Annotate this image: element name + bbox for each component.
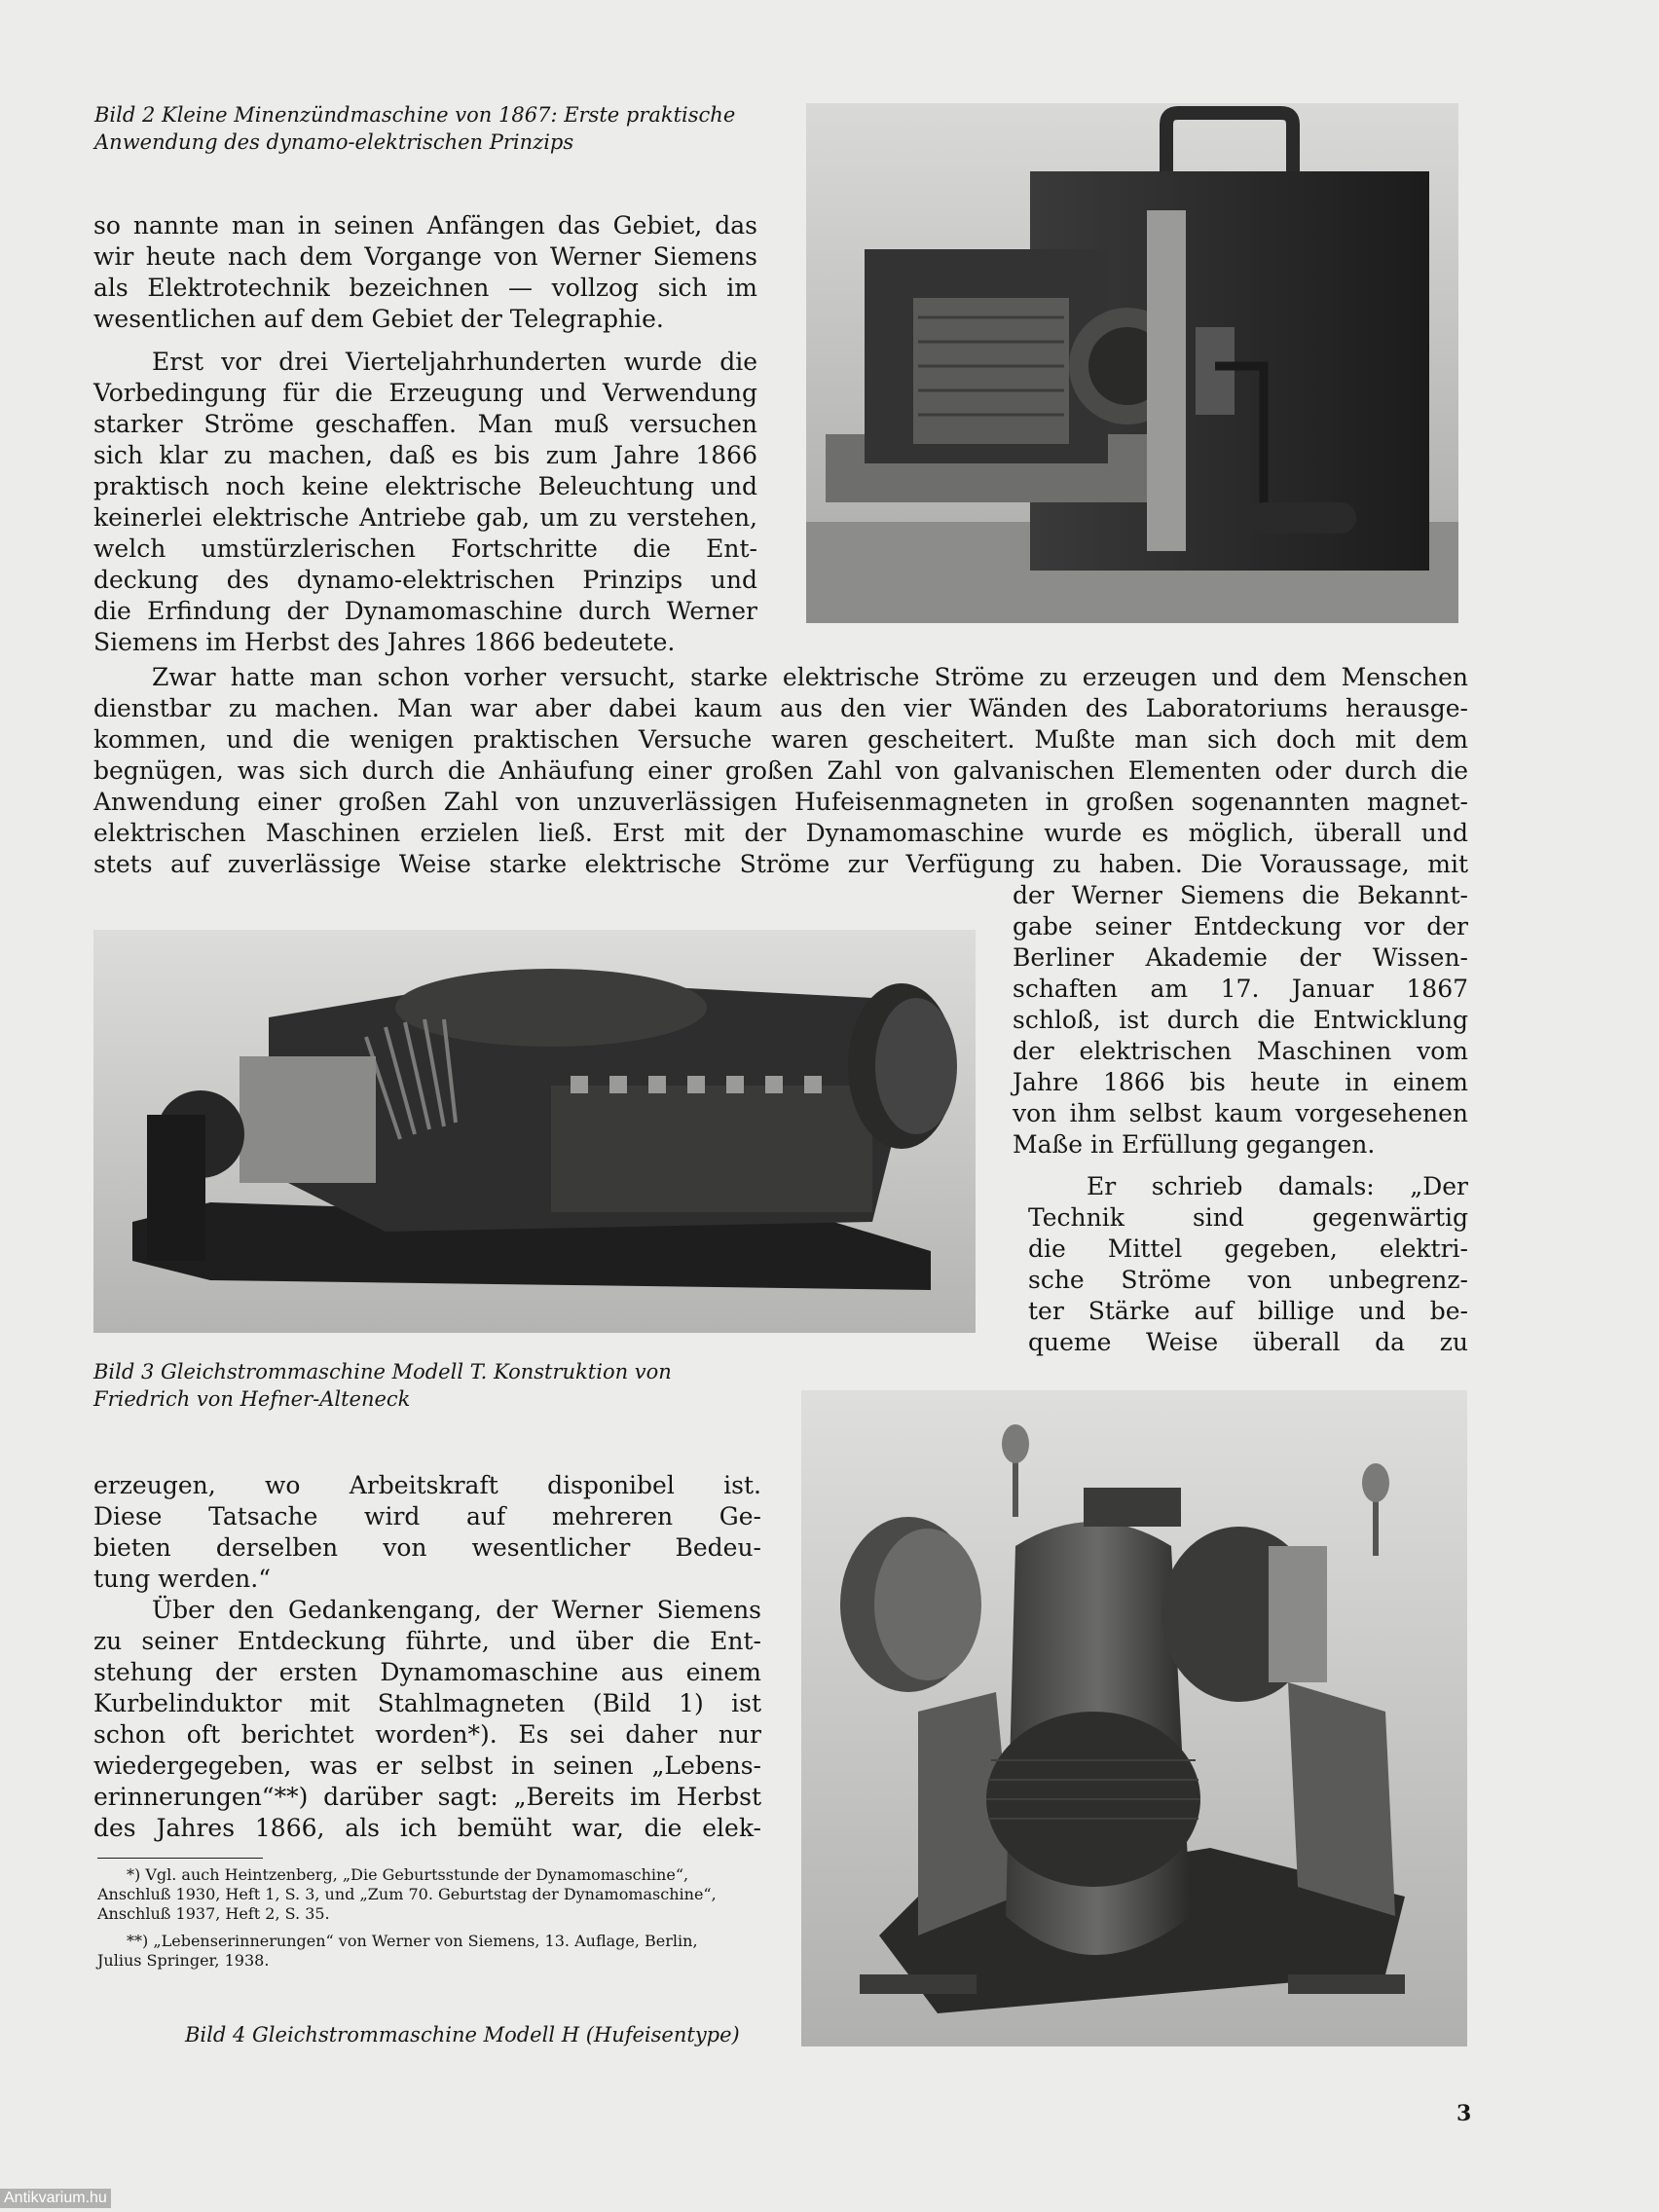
text-line: Diese Tatsache wird auf mehreren Ge- bbox=[93, 1502, 761, 1530]
footnote-line: Julius Springer, 1938. bbox=[97, 1951, 270, 1970]
text-line: ter Stärke auf billige und be- bbox=[1028, 1297, 1468, 1325]
text-line: stehung der ersten Dynamomaschine aus einem bbox=[93, 1658, 761, 1686]
text-line: die Mittel gegeben, elektri- bbox=[1028, 1235, 1468, 1263]
footnote-2 bbox=[97, 1932, 763, 1971]
text-line: bieten derselben von wesentlicher Bedeu- bbox=[93, 1533, 761, 1562]
caption-bild-2-line-2: Anwendung des dynamo-elektrischen Prinzips bbox=[94, 130, 574, 154]
caption-bild-4: Bild 4 Gleichstrommaschine Modell H (Hufeisentype) bbox=[185, 2023, 740, 2046]
text-line: welch umstürzlerischen Fortschritte die Ent- bbox=[93, 535, 757, 563]
footnote-line: Anschluß 1930, Heft 1, S. 3, und „Zum 70. Geburtstag der Dynamomaschine“, bbox=[97, 1885, 717, 1903]
text-line: der Werner Siemens die Bekannt- bbox=[1013, 881, 1468, 909]
photo-bild-2-minenzuendmaschine bbox=[806, 103, 1458, 623]
text-line: tung werden.“ bbox=[93, 1565, 271, 1593]
text-line: begnügen, was sich durch die Anhäufung einer großen Zahl von galvanischen Elementen oder durch die bbox=[93, 756, 1468, 785]
photo-bild-4-modell-h bbox=[801, 1390, 1467, 2046]
text-line: erinnerungen“**) darüber sagt: „Bereits im Herbst bbox=[93, 1783, 761, 1811]
text-line: gabe seiner Entdeckung vor der bbox=[1013, 912, 1468, 940]
paragraph-er-schrieb bbox=[1028, 1171, 1468, 1358]
footnote-line: *) Vgl. auch Heintzenberg, „Die Geburtsstunde der Dynamomaschine“, bbox=[127, 1865, 689, 1884]
text-line: von ihm selbst kaum vorgesehenen bbox=[1013, 1099, 1468, 1127]
text-line: Siemens im Herbst des Jahres 1866 bedeutete. bbox=[93, 628, 676, 656]
paragraph-gedankengang bbox=[93, 1595, 761, 1844]
text-line: die Erfindung der Dynamomaschine durch Werner bbox=[93, 597, 757, 625]
text-line: der elektrischen Maschinen vom bbox=[1013, 1037, 1468, 1065]
photo-bild-3-modell-t bbox=[93, 930, 976, 1333]
text-line: wiedergegeben, was er selbst in seinen „Lebens- bbox=[93, 1751, 761, 1780]
footnote-rule bbox=[97, 1858, 263, 1859]
text-line: Vorbedingung für die Erzeugung und Verwendung bbox=[93, 379, 757, 407]
text-line: keinerlei elektrische Antriebe gab, um zu verstehen, bbox=[93, 503, 757, 532]
text-line: praktisch noch keine elektrische Beleuchtung und bbox=[93, 472, 757, 500]
text-line: starker Ströme geschaffen. Man muß versuchen bbox=[93, 410, 757, 438]
paragraph-zwar bbox=[93, 662, 1468, 880]
gleichstrommaschine-modell-h-illustration bbox=[801, 1390, 1467, 2046]
text-line: wir heute nach dem Vorgange von Werner Siemens bbox=[93, 242, 757, 271]
page-number: 3 bbox=[1456, 2101, 1472, 2126]
text-line: elektrischen Maschinen erzielen ließ. Erst mit der Dynamomaschine wurde es möglich, überall und bbox=[93, 819, 1468, 847]
text-line: Über den Gedankengang, der Werner Siemens bbox=[152, 1596, 761, 1624]
text-line: des Jahres 1866, als ich bemüht war, die elek- bbox=[93, 1814, 761, 1842]
watermark: Antikvarium.hu bbox=[0, 2189, 111, 2208]
text-line: wesentlichen auf dem Gebiet der Telegraphie. bbox=[93, 305, 664, 333]
text-line: Technik sind gegenwärtig bbox=[1028, 1203, 1468, 1232]
footnote-line: **) „Lebenserinnerungen“ von Werner von Siemens, 13. Auflage, Berlin, bbox=[127, 1932, 698, 1950]
text-line: kommen, und die wenigen praktischen Versuche waren gescheitert. Mußte man sich doch mit dem bbox=[93, 725, 1468, 754]
text-line: Erst vor drei Vierteljahrhunderten wurde die bbox=[152, 348, 757, 376]
gleichstrommaschine-modell-t-illustration bbox=[93, 930, 976, 1333]
paragraph-zitat-fortsetzung bbox=[93, 1470, 761, 1595]
text-line: sich klar zu machen, daß es bis zum Jahre 1866 bbox=[93, 441, 757, 469]
text-line: Kurbelinduktor mit Stahlmagneten (Bild 1) ist bbox=[93, 1689, 761, 1717]
text-line: Jahre 1866 bis heute in einem bbox=[1013, 1068, 1468, 1096]
text-line: deckung des dynamo-elektrischen Prinzips und bbox=[93, 566, 757, 594]
caption-bild-2-line-1: Bild 2 Kleine Minenzündmaschine von 1867: Erste praktische bbox=[94, 103, 736, 127]
text-line: zu seiner Entdeckung führte, und über die Ent- bbox=[93, 1627, 761, 1655]
text-line: als Elektrotechnik bezeichnen — vollzog sich im bbox=[93, 274, 757, 302]
paragraph-vorbedingung bbox=[93, 347, 757, 658]
text-line: Anwendung einer großen Zahl von unzuverlässigen Hufeisenmagneten in großen sogenannten magnet- bbox=[93, 788, 1468, 816]
text-line: Maße in Erfüllung gegangen. bbox=[1013, 1130, 1376, 1159]
footnote-line: Anschluß 1937, Heft 2, S. 35. bbox=[97, 1904, 330, 1923]
caption-bild-3-line-2: Friedrich von Hefner-Alteneck bbox=[93, 1387, 411, 1411]
text-line: erzeugen, wo Arbeitskraft disponibel ist. bbox=[93, 1471, 761, 1499]
text-line: schloß, ist durch die Entwicklung bbox=[1013, 1006, 1468, 1034]
text-line: Zwar hatte man schon vorher versucht, starke elektrische Ströme zu erzeugen und dem Menschen bbox=[152, 663, 1468, 691]
text-line: schon oft berichtet worden*). Es sei daher nur bbox=[93, 1720, 761, 1749]
paragraph-voraussage bbox=[1013, 880, 1468, 1161]
minenzuendmaschine-illustration bbox=[806, 103, 1458, 623]
text-line: Berliner Akademie der Wissen- bbox=[1013, 943, 1468, 972]
text-line: so nannte man in seinen Anfängen das Gebiet, das bbox=[93, 211, 757, 240]
text-line: dienstbar zu machen. Man war aber dabei kaum aus den vier Wänden des Laboratoriums herausge- bbox=[93, 694, 1468, 722]
text-line: sche Ströme von unbegrenz- bbox=[1028, 1266, 1468, 1294]
text-line: queme Weise überall da zu bbox=[1028, 1328, 1468, 1356]
text-line: schaften am 17. Januar 1867 bbox=[1013, 975, 1468, 1003]
paragraph-intro bbox=[93, 210, 757, 335]
text-line: Er schrieb damals: „Der bbox=[1087, 1172, 1468, 1200]
footnote-1 bbox=[97, 1865, 763, 1924]
text-line: stets auf zuverlässige Weise starke elektrische Ströme zur Verfügung zu haben. Die Voraussage, mit bbox=[93, 850, 1468, 878]
caption-bild-3-line-1: Bild 3 Gleichstrommaschine Modell T. Konstruktion von bbox=[93, 1360, 672, 1383]
